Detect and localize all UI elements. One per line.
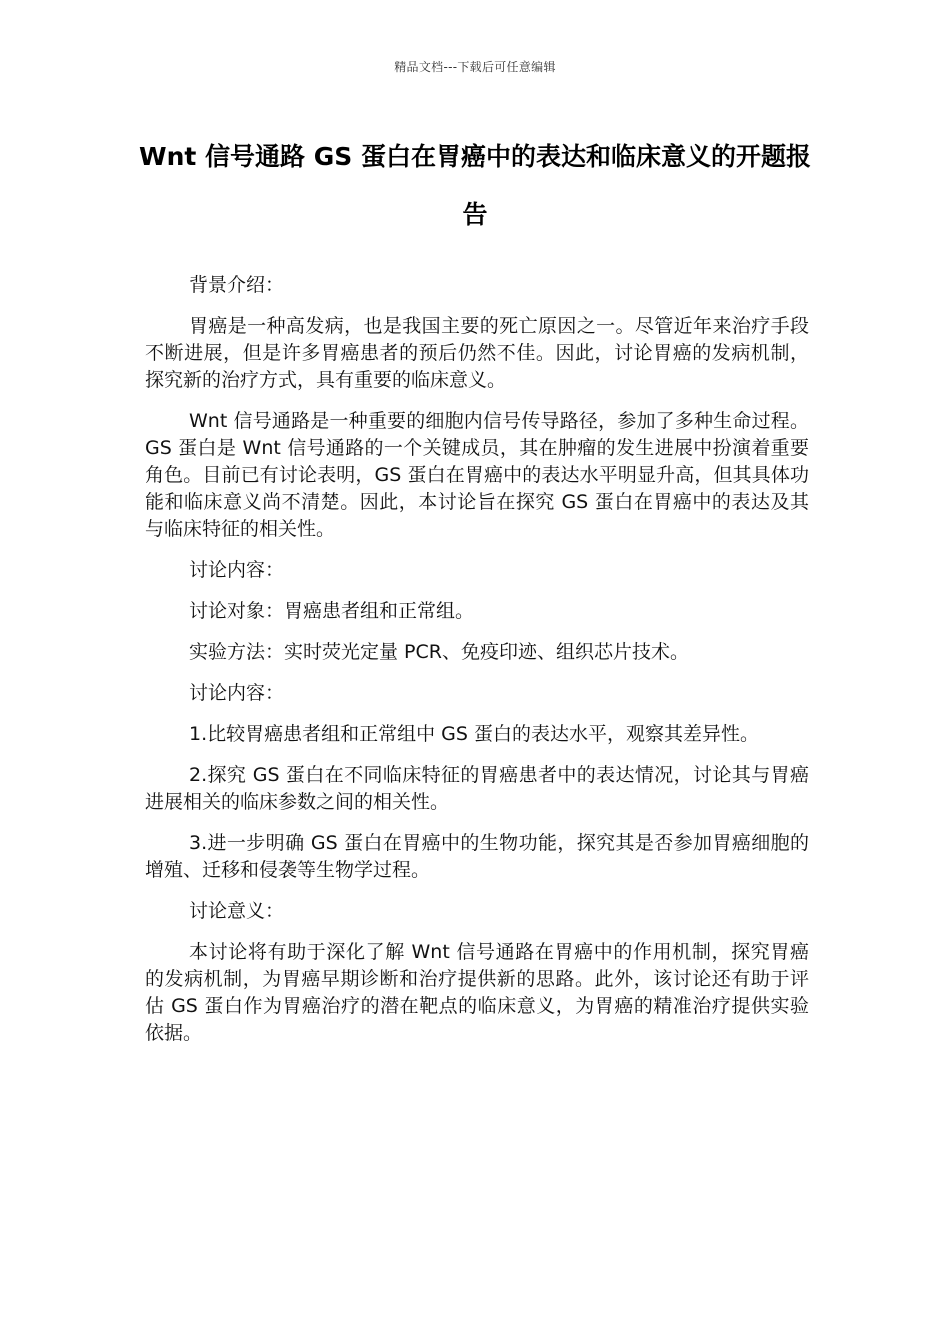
document-body (145, 272, 809, 1061)
section-heading-content: 讨论内容： (189, 559, 285, 581)
section-heading-content-2: 讨论内容： (189, 682, 285, 704)
paragraph-background-1: 胃癌是一种高发病，也是我国主要的死亡原因之一。尽管近年来治疗手段不断进展，但是许多胃癌患者的预后仍然不佳。因此，讨论胃癌的发病机制，探究新的治疗方式，具有重要的临床意义。 (145, 315, 809, 391)
paragraph-significance: 本讨论将有助于深化了解 Wnt 信号通路在胃癌中的作用机制，探究胃癌的发病机制，为胃癌早期诊断和治疗提供新的思路。此外，该讨论还有助于评估 GS 蛋白作为胃癌治疗的潜在靶点的临床意义，为胃癌的精准治疗提供实验依据。 (145, 941, 809, 1044)
list-item-3: 3.进一步明确 GS 蛋白在胃癌中的生物功能，探究其是否参加胃癌细胞的增殖、迁移和侵袭等生物学过程。 (145, 832, 809, 881)
list-item-1: 1.比较胃癌患者组和正常组中 GS 蛋白的表达水平，观察其差异性。 (189, 723, 759, 745)
document-title: Wnt 信号通路 GS 蛋白在胃癌中的表达和临床意义的开题报告 (139, 142, 811, 229)
paragraph-methods: 实验方法：实时荧光定量 PCR、免疫印迹、组织芯片技术。 (189, 641, 689, 663)
header-note: 精品文档---下载后可任意编辑 (394, 60, 556, 74)
section-heading-significance: 讨论意义： (189, 900, 285, 922)
list-item-2: 2.探究 GS 蛋白在不同临床特征的胃癌患者中的表达情况，讨论其与胃癌进展相关的临床参数之间的相关性。 (145, 764, 809, 813)
section-heading-background: 背景介绍： (189, 274, 285, 296)
paragraph-background-2: Wnt 信号通路是一种重要的细胞内信号传导路径，参加了多种生命过程。GS 蛋白是 Wnt 信号通路的一个关键成员，其在肿瘤的发生进展中扮演着重要角色。目前已有讨论表明，GS 蛋白在胃癌中的表达水平明显升高，但其具体功能和临床意义尚不清楚。因此，本讨论旨在探究 GS 蛋白在胃癌中的表达及其与临床特征的相关性。 (145, 410, 809, 540)
paragraph-subjects: 讨论对象：胃癌患者组和正常组。 (189, 600, 475, 622)
